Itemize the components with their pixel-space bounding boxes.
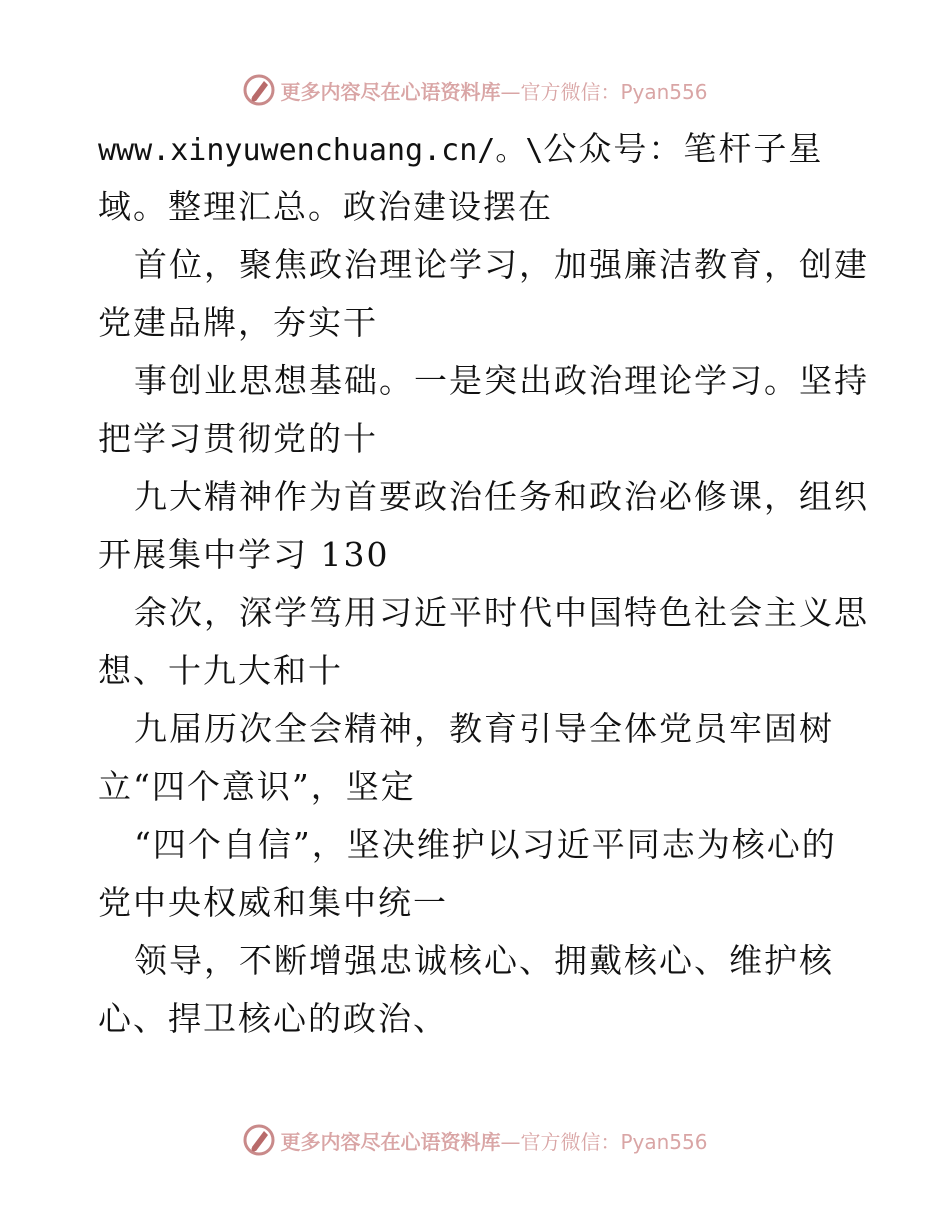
text-line-10: 想、十九大和十 bbox=[98, 651, 343, 690]
text-line-1-rest: 公众号：笔杆子星 bbox=[543, 129, 824, 168]
text-line-4: 党建品牌，夯实干 bbox=[98, 303, 378, 342]
pen-nib-logo-icon bbox=[242, 1123, 276, 1157]
text-line-14: 党中央权威和集中统一 bbox=[98, 883, 448, 922]
banner-main-text: 更多内容尽在心语资料库 bbox=[280, 79, 501, 104]
pen-nib-logo-icon bbox=[242, 73, 276, 107]
document-body bbox=[98, 120, 869, 1048]
banner-sub-text: —官方微信：Pyan556 bbox=[500, 79, 708, 104]
text-line-5: 事创业思想基础。一是突出政治理论学习。坚持 bbox=[134, 361, 869, 400]
text-line-15: 领导，不断增强忠诚核心、拥戴核心、维护核 bbox=[134, 941, 834, 980]
text-line-8: 开展集中学习 130 bbox=[98, 535, 390, 574]
text-line-3: 首位，聚焦政治理论学习，加强廉洁教育，创建 bbox=[134, 245, 869, 284]
text-line-12: 立“四个意识”，坚定 bbox=[98, 767, 416, 806]
text-line-13: “四个自信”，坚决维护以习近平同志为核心的 bbox=[134, 825, 837, 864]
banner-main-text: 更多内容尽在心语资料库 bbox=[280, 1129, 501, 1154]
text-line-6: 把学习贯彻党的十 bbox=[98, 419, 378, 458]
text-line-7: 九大精神作为首要政治任务和政治必修课，组织 bbox=[134, 477, 869, 516]
banner-sub-text: —官方微信：Pyan556 bbox=[500, 1129, 708, 1154]
website-url-text: www.xinyuwenchuang.cn/。\ bbox=[98, 133, 544, 168]
text-line-11: 九届历次全会精神，教育引导全体党员牢固树 bbox=[134, 709, 834, 748]
text-line-1 bbox=[98, 120, 858, 178]
text-line-9: 余次，深学笃用习近平时代中国特色社会主义思 bbox=[134, 593, 869, 632]
header-watermark-banner bbox=[0, 68, 950, 112]
text-line-16: 心、捍卫核心的政治、 bbox=[98, 999, 448, 1038]
text-line-2: 域。整理汇总。政治建设摆在 bbox=[98, 187, 553, 226]
footer-watermark-banner bbox=[0, 1118, 950, 1162]
